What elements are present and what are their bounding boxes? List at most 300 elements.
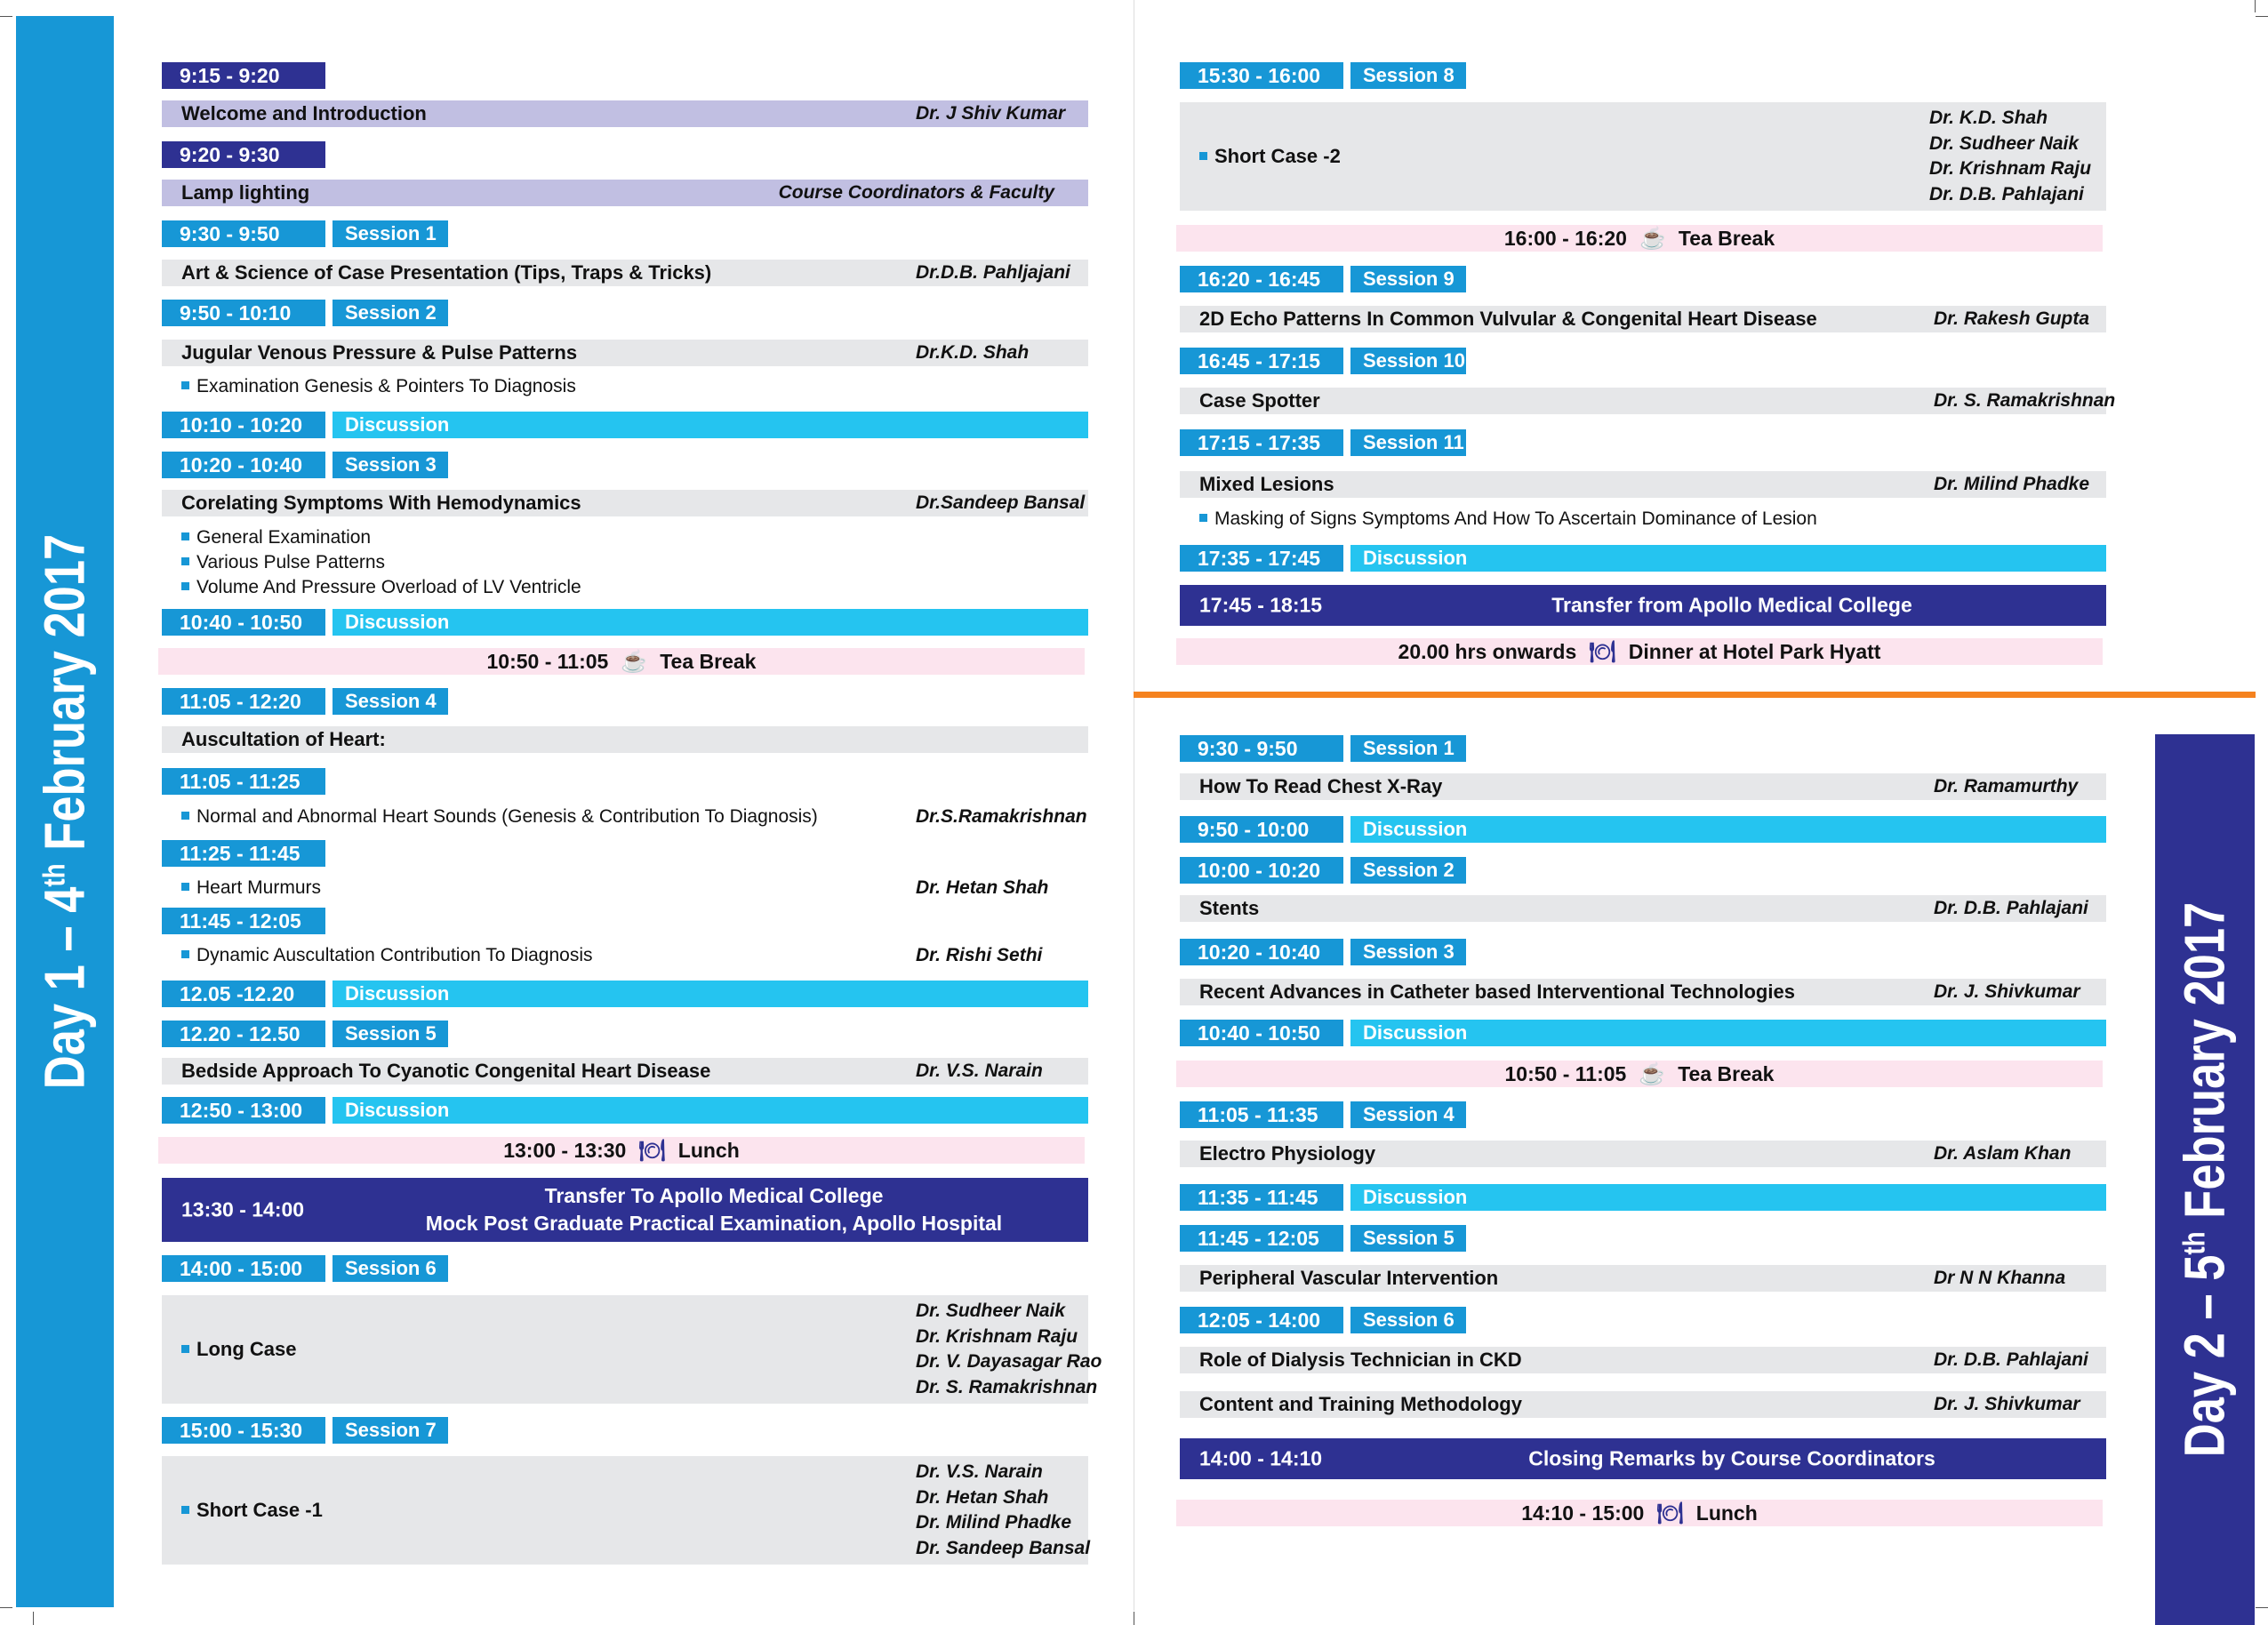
topic-title — [1180, 1391, 2106, 1418]
navy-row — [1180, 585, 2106, 626]
bullet_sp-row — [162, 804, 1088, 830]
topic-title — [1180, 1265, 2106, 1292]
time-header — [1180, 429, 2106, 456]
tea-cup-icon: ☕ — [621, 650, 648, 674]
tea-cup-icon: ☕ — [1639, 227, 1666, 251]
discussion-bar: Discussion — [333, 412, 1088, 438]
time-row — [1180, 939, 2106, 965]
break-time: 13:00 - 13:30 — [503, 1139, 627, 1162]
time-row — [1180, 735, 2106, 762]
bullets-row — [1180, 507, 2106, 532]
break-bar — [1176, 1061, 2103, 1087]
time-header — [162, 300, 1088, 326]
break-bar — [1176, 225, 2103, 252]
break-bar — [158, 648, 1085, 675]
bullet-square-icon — [181, 883, 189, 891]
time-header — [162, 768, 1088, 795]
session-label: Session 3 — [333, 452, 448, 478]
tea-cup-icon: ☕ — [1639, 1062, 1666, 1086]
session-label: Session 3 — [1350, 939, 1466, 965]
speaker-name: Dr. Ramamurthy — [1934, 776, 2079, 796]
bullet-square-icon — [181, 812, 189, 820]
case-row — [162, 1456, 1091, 1565]
topic-row — [162, 490, 1088, 516]
time-slot: 9:50 - 10:00 — [1180, 816, 1343, 843]
topic-text: Electro Physiology — [1199, 1142, 1376, 1165]
discussion-bar: Discussion — [333, 981, 1088, 1007]
case-label — [181, 1499, 323, 1522]
topic-text: Stents — [1199, 897, 1260, 919]
discussion-bar: Discussion — [1350, 545, 2106, 572]
time-header — [1180, 857, 2106, 884]
time-slot: 10:40 - 10:50 — [162, 609, 325, 636]
session-label: Session 5 — [333, 1021, 448, 1047]
day2-band-title: Day 2 – 5th February 2017 — [2173, 901, 2237, 1458]
bullet-text: Normal and Abnormal Heart Sounds (Genesis & Contribution To Diagnosis) — [196, 806, 818, 827]
topic-title — [1180, 1347, 2106, 1373]
speaker-name: Dr.D.B. Pahljajani — [916, 262, 1070, 283]
time-row — [162, 220, 1088, 247]
time-slot: 12:50 - 13:00 — [162, 1097, 325, 1124]
topic-row — [1180, 1347, 2106, 1373]
topic-row — [162, 180, 1088, 206]
topic-row — [1180, 979, 2106, 1005]
time-row — [1180, 1225, 2106, 1252]
time-row — [162, 1255, 1088, 1282]
break-time: 20.00 hrs onwards — [1398, 640, 1577, 663]
case-box — [162, 1295, 1102, 1404]
bullet-item — [1180, 507, 2106, 532]
break-time: 14:10 - 15:00 — [1521, 1501, 1645, 1525]
time-header — [1180, 348, 2106, 374]
time-slot: 11:45 - 12:05 — [1180, 1225, 1343, 1252]
time-slot: 9:30 - 9:50 — [1180, 735, 1343, 762]
topic-text: Jugular Venous Pressure & Pulse Patterns — [181, 341, 578, 364]
topic-row — [1180, 773, 2106, 800]
examiner-name: Dr. Sudheer Naik — [1929, 132, 2080, 154]
session-label: Session 10 — [1350, 348, 1466, 374]
orange-divider — [1134, 692, 2256, 698]
topic-text: Auscultation of Heart: — [181, 728, 386, 750]
disc-row — [1180, 816, 2106, 843]
topic-title — [162, 100, 1088, 127]
bullet-text: Examination Genesis & Pointers To Diagnosis — [196, 376, 576, 396]
bullet-text: Volume And Pressure Overload of LV Ventricle — [196, 577, 581, 597]
break-label: Tea Break — [1678, 227, 1775, 250]
time-header — [162, 220, 1088, 247]
case-box — [162, 1456, 1091, 1565]
examiner-name: Dr. S. Ramakrishnan — [916, 1376, 1098, 1397]
time-row — [162, 688, 1088, 715]
crop-mark — [0, 1607, 12, 1608]
bullet-item — [162, 942, 1088, 969]
bullet-square-icon — [1199, 152, 1207, 160]
examiner-name: Dr. Krishnam Raju — [916, 1325, 1078, 1347]
topic-text: Content and Training Methodology — [1199, 1393, 1522, 1415]
time-row — [162, 768, 1088, 795]
bullet-text: Dynamic Auscultation Contribution To Diagnosis — [196, 945, 593, 965]
navy-row — [1180, 1438, 2106, 1479]
time-slot: 10:10 - 10:20 — [162, 412, 325, 438]
time-header — [162, 1021, 1088, 1047]
time-row — [162, 840, 1088, 867]
case-row — [162, 1295, 1102, 1404]
session-label: Session 4 — [1350, 1101, 1466, 1128]
time-row — [1180, 429, 2106, 456]
time-slot: 10:20 - 10:40 — [162, 452, 325, 478]
topic-text: Recent Advances in Catheter based Interventional Technologies — [1199, 981, 1795, 1003]
topic-title — [162, 340, 1088, 366]
speaker-name: Dr. Milind Phadke — [1934, 474, 2090, 494]
time-header — [1180, 939, 2106, 965]
time-header — [162, 688, 1088, 715]
discussion-bar: Discussion — [333, 609, 1088, 636]
speaker-name: Dr. Rakesh Gupta — [1934, 308, 2090, 329]
speaker-name: Dr. J. Shivkumar — [1934, 981, 2080, 1002]
time-slot: 16:45 - 17:15 — [1180, 348, 1343, 374]
topic-text: Peripheral Vascular Intervention — [1199, 1267, 1499, 1289]
time-slot: 9:20 - 9:30 — [162, 141, 325, 168]
discussion-bar: Discussion — [1350, 1184, 2106, 1211]
disc-row — [162, 1097, 1088, 1124]
case-label-text: Long Case — [196, 1338, 297, 1360]
banner-time: 17:45 - 18:15 — [1199, 593, 1323, 617]
time-header — [1180, 1307, 2106, 1333]
break-label: Tea Break — [660, 650, 757, 673]
examiner-name: Dr. K.D. Shah — [1929, 108, 2048, 128]
time-slot: 14:00 - 15:00 — [162, 1255, 325, 1282]
topic-title — [1180, 388, 2116, 414]
speaker-name: Dr. J. Shivkumar — [1934, 1394, 2080, 1414]
session-label: Session 9 — [1350, 266, 1466, 292]
banner-text — [1358, 592, 2106, 620]
discussion-bar: Discussion — [333, 1097, 1088, 1124]
bullet-item — [162, 804, 1088, 830]
bullet-square-icon — [181, 381, 189, 389]
disc-row — [162, 981, 1088, 1007]
time-slot: 12:05 - 14:00 — [1180, 1307, 1343, 1333]
bullet-item — [162, 575, 1088, 600]
examiner-list — [916, 1460, 1090, 1561]
topic-row — [162, 1058, 1088, 1085]
time-row — [1180, 266, 2106, 292]
discussion-header — [1180, 1020, 2106, 1046]
topic-title — [162, 1058, 1088, 1085]
time-row — [1180, 348, 2106, 374]
session-label: Session 6 — [1350, 1307, 1466, 1333]
session-label: Session 11 — [1350, 429, 1466, 456]
banner-text — [1358, 1445, 2106, 1473]
break-label: Lunch — [677, 1139, 740, 1162]
bullet-text: Various Pulse Patterns — [196, 552, 386, 572]
time-slot: 15:00 - 15:30 — [162, 1417, 325, 1444]
examiner-list — [1929, 106, 2091, 207]
time-row — [1180, 1101, 2106, 1128]
break-row — [162, 1137, 1088, 1164]
topic-text: Art & Science of Case Presentation (Tips, Traps & Tricks) — [181, 261, 712, 284]
topic-row — [162, 260, 1088, 286]
banner-time: 14:00 - 14:10 — [1199, 1446, 1323, 1470]
break-bar — [1176, 638, 2103, 665]
topic-row — [162, 340, 1088, 366]
time-header — [1180, 735, 2106, 762]
topic-title — [162, 180, 1088, 206]
time-header — [1180, 1225, 2106, 1252]
discussion-header — [1180, 816, 2106, 843]
discussion-header — [162, 609, 1088, 636]
case-label — [181, 1338, 296, 1361]
break-time: 10:50 - 11:05 — [1504, 1062, 1627, 1085]
disc-row — [1180, 1184, 2106, 1211]
bullet-square-icon — [181, 950, 189, 958]
time-header — [162, 1255, 1088, 1282]
banner-line: Mock Post Graduate Practical Examination, Apollo Hospital — [425, 1212, 1003, 1235]
time-header — [162, 62, 1088, 89]
examiner-name: Dr. Krishnam Raju — [1929, 158, 2092, 179]
time-header — [1180, 266, 2106, 292]
speaker-name: Dr. D.B. Pahlajani — [1934, 898, 2088, 918]
bullets-row — [162, 374, 1088, 399]
topic-text: Lamp lighting — [181, 181, 310, 204]
banner-text — [340, 1182, 1088, 1237]
time-slot: 11:05 - 12:20 — [162, 688, 325, 715]
speaker-name: Dr.Sandeep Bansal — [916, 492, 1086, 513]
discussion-header — [162, 1097, 1088, 1124]
lunch-plate-icon: 🍽 — [638, 1139, 666, 1163]
speaker-name: Dr. J Shiv Kumar — [916, 103, 1066, 124]
break-row — [1180, 1500, 2106, 1526]
time-slot: 10:20 - 10:40 — [1180, 939, 1343, 965]
case-label — [1199, 145, 1341, 168]
topic-text: Corelating Symptoms With Hemodynamics — [181, 492, 581, 514]
topic-row — [1180, 1391, 2106, 1418]
topic-title — [162, 490, 1088, 516]
bullet-square-icon — [181, 582, 189, 590]
time-header — [162, 840, 1088, 867]
bullet-item — [162, 374, 1088, 399]
banner-line: Closing Remarks by Course Coordinators — [1528, 1446, 1935, 1470]
bullet_sp-row — [162, 875, 1088, 901]
session-label: Session 4 — [333, 688, 448, 715]
speaker-name: Dr. D.B. Pahlajani — [1934, 1349, 2088, 1370]
time-row — [162, 1021, 1088, 1047]
break-row — [1180, 1061, 2106, 1087]
break-label: Tea Break — [1678, 1062, 1775, 1085]
bullet-square-icon — [1199, 514, 1207, 522]
topic-text: Role of Dialysis Technician in CKD — [1199, 1349, 1522, 1371]
bullet-item — [162, 875, 1088, 901]
time-row — [162, 62, 1088, 89]
session-label: Session 2 — [333, 300, 448, 326]
time-slot: 12.05 -12.20 — [162, 981, 325, 1007]
examiner-name: Dr. Sudheer Naik — [916, 1301, 1066, 1321]
break-bar — [1176, 1500, 2103, 1526]
banner-time: 13:30 - 14:00 — [181, 1197, 305, 1221]
time-row — [1180, 1307, 2106, 1333]
discussion-bar: Discussion — [1350, 1020, 2106, 1046]
bullet-text: Masking of Signs Symptoms And How To Ascertain Dominance of Lesion — [1214, 508, 1817, 529]
bullet_sp-row — [162, 942, 1088, 969]
break-time: 16:00 - 16:20 — [1503, 227, 1627, 250]
time-slot: 11:35 - 11:45 — [1180, 1184, 1343, 1211]
discussion-header — [162, 981, 1088, 1007]
crop-mark — [2256, 1607, 2268, 1608]
session-label: Session 1 — [1350, 735, 1466, 762]
topic-title — [162, 726, 1088, 753]
break-row — [1180, 225, 2106, 252]
session-label: Session 8 — [1350, 62, 1466, 89]
examiner-name: Dr. Milind Phadke — [916, 1512, 1072, 1533]
time-slot: 11:45 - 12:05 — [162, 908, 325, 934]
examiner-name: Dr. V.S. Narain — [916, 1461, 1043, 1482]
topic-row — [162, 100, 1088, 127]
time-slot: 9:50 - 10:10 — [162, 300, 325, 326]
discussion-bar: Discussion — [1350, 816, 2106, 843]
speaker-name: Dr.S.Ramakrishnan — [916, 806, 1087, 827]
session-label: Session 7 — [333, 1417, 448, 1444]
lunch-plate-icon: 🍽 — [1656, 1501, 1684, 1525]
topic-row — [162, 726, 1088, 753]
topic-title — [162, 260, 1088, 286]
speaker-name: Dr. V.S. Narain — [916, 1061, 1043, 1081]
topic-title — [1180, 1141, 2106, 1167]
topic-row — [1180, 306, 2106, 332]
examiner-name: Dr. V. Dayasagar Rao — [916, 1351, 1102, 1372]
session-label: Session 6 — [333, 1255, 448, 1282]
case-label-text: Short Case -2 — [1214, 145, 1341, 167]
time-slot: 11:25 - 11:45 — [162, 840, 325, 867]
time-slot: 17:35 - 17:45 — [1180, 545, 1343, 572]
time-header — [1180, 62, 2106, 89]
banner-line: Transfer from Apollo Medical College — [1551, 593, 1912, 617]
bullet-square-icon — [181, 1345, 189, 1353]
topic-text: Welcome and Introduction — [181, 102, 427, 124]
session-label: Session 5 — [1350, 1225, 1466, 1252]
disc-row — [1180, 545, 2106, 572]
day1-side-band — [16, 16, 114, 1607]
time-row — [162, 908, 1088, 934]
topic-title — [1180, 773, 2106, 800]
time-slot: 17:15 - 17:35 — [1180, 429, 1343, 456]
time-row — [162, 300, 1088, 326]
topic-text: Case Spotter — [1199, 389, 1320, 412]
bullets-row — [162, 525, 1088, 600]
session-label: Session 2 — [1350, 857, 1466, 884]
day2-side-band — [2155, 734, 2255, 1625]
discussion-header — [1180, 545, 2106, 572]
topic-row — [1180, 1141, 2106, 1167]
navy-banner — [1180, 1438, 2106, 1479]
time-row — [162, 1417, 1088, 1444]
bullet-square-icon — [181, 532, 189, 540]
navy-banner — [162, 1178, 1088, 1242]
bullet-item — [162, 525, 1088, 550]
topic-title — [1180, 895, 2106, 922]
time-slot: 16:20 - 16:45 — [1180, 266, 1343, 292]
examiner-list — [916, 1299, 1102, 1400]
speaker-name: Dr. Hetan Shah — [916, 877, 1049, 898]
bullet-text: General Examination — [196, 527, 372, 548]
topic-row — [1180, 388, 2116, 414]
break-row — [1180, 638, 2106, 665]
crop-mark — [33, 1612, 34, 1625]
time-slot: 11:05 - 11:35 — [1180, 1101, 1343, 1128]
crop-mark — [2255, 0, 2256, 12]
examiner-name: Dr. Hetan Shah — [916, 1486, 1049, 1508]
discussion-header — [1180, 1184, 2106, 1211]
bullet-text: Heart Murmurs — [196, 877, 322, 898]
topic-text: 2D Echo Patterns In Common Vulvular & Congenital Heart Disease — [1199, 308, 1817, 330]
discussion-header — [162, 412, 1088, 438]
time-row — [162, 452, 1088, 478]
time-header — [1180, 1101, 2106, 1128]
speaker-name: Dr.K.D. Shah — [916, 342, 1030, 363]
topic-text: Bedside Approach To Cyanotic Congenital Heart Disease — [181, 1060, 711, 1082]
time-row — [162, 141, 1088, 168]
dinner-plate-icon: 🍽 — [1589, 640, 1616, 664]
navy-banner — [1180, 585, 2106, 626]
time-header — [162, 141, 1088, 168]
speaker-name: Dr N N Khanna — [1934, 1268, 2066, 1288]
case-label-text: Short Case -1 — [196, 1499, 323, 1521]
time-slot: 10:00 - 10:20 — [1180, 857, 1343, 884]
crop-mark — [0, 16, 12, 17]
time-slot: 10:40 - 10:50 — [1180, 1020, 1343, 1046]
disc-row — [162, 412, 1088, 438]
break-row — [162, 648, 1088, 675]
examiner-name: Dr. D.B. Pahlajani — [1929, 183, 2084, 204]
examiner-name: Dr. Sandeep Bansal — [916, 1537, 1091, 1558]
time-row — [1180, 62, 2106, 89]
banner-line: Transfer To Apollo Medical College — [544, 1184, 884, 1207]
disc-row — [1180, 1020, 2106, 1046]
topic-text: Mixed Lesions — [1199, 473, 1334, 495]
crop-mark — [2256, 16, 2268, 17]
bullet-square-icon — [181, 557, 189, 565]
case-row — [1180, 102, 2106, 211]
break-label: Dinner at Hotel Park Hyatt — [1628, 640, 1881, 663]
time-slot: 15:30 - 16:00 — [1180, 62, 1343, 89]
disc-row — [162, 609, 1088, 636]
topic-row — [1180, 895, 2106, 922]
time-slot: 12.20 - 12.50 — [162, 1021, 325, 1047]
break-bar — [158, 1137, 1085, 1164]
time-slot: 11:05 - 11:25 — [162, 768, 325, 795]
navy-row — [162, 1178, 1088, 1242]
break-label: Lunch — [1695, 1501, 1758, 1525]
topic-row — [1180, 471, 2106, 498]
case-box — [1180, 102, 2106, 211]
topic-title — [1180, 306, 2106, 332]
break-time: 10:50 - 11:05 — [486, 650, 609, 673]
time-header — [162, 1417, 1088, 1444]
topic-title — [1180, 979, 2106, 1005]
speaker-name: Dr. Aslam Khan — [1934, 1143, 2072, 1164]
time-row — [1180, 857, 2106, 884]
time-header — [162, 908, 1088, 934]
speaker-name: Dr. S. Ramakrishnan — [1934, 390, 2116, 411]
time-header — [162, 452, 1088, 478]
time-slot: 9:30 - 9:50 — [162, 220, 325, 247]
topic-text: How To Read Chest X-Ray — [1199, 775, 1443, 797]
session-label: Session 1 — [333, 220, 448, 247]
time-slot: 9:15 - 9:20 — [162, 62, 325, 89]
speaker-name: Dr. Rishi Sethi — [916, 945, 1043, 965]
day1-band-title: Day 1 – 4th February 2017 — [33, 533, 97, 1090]
bullet-square-icon — [181, 1506, 189, 1514]
topic-row — [1180, 1265, 2106, 1292]
bullet-item — [162, 550, 1088, 575]
